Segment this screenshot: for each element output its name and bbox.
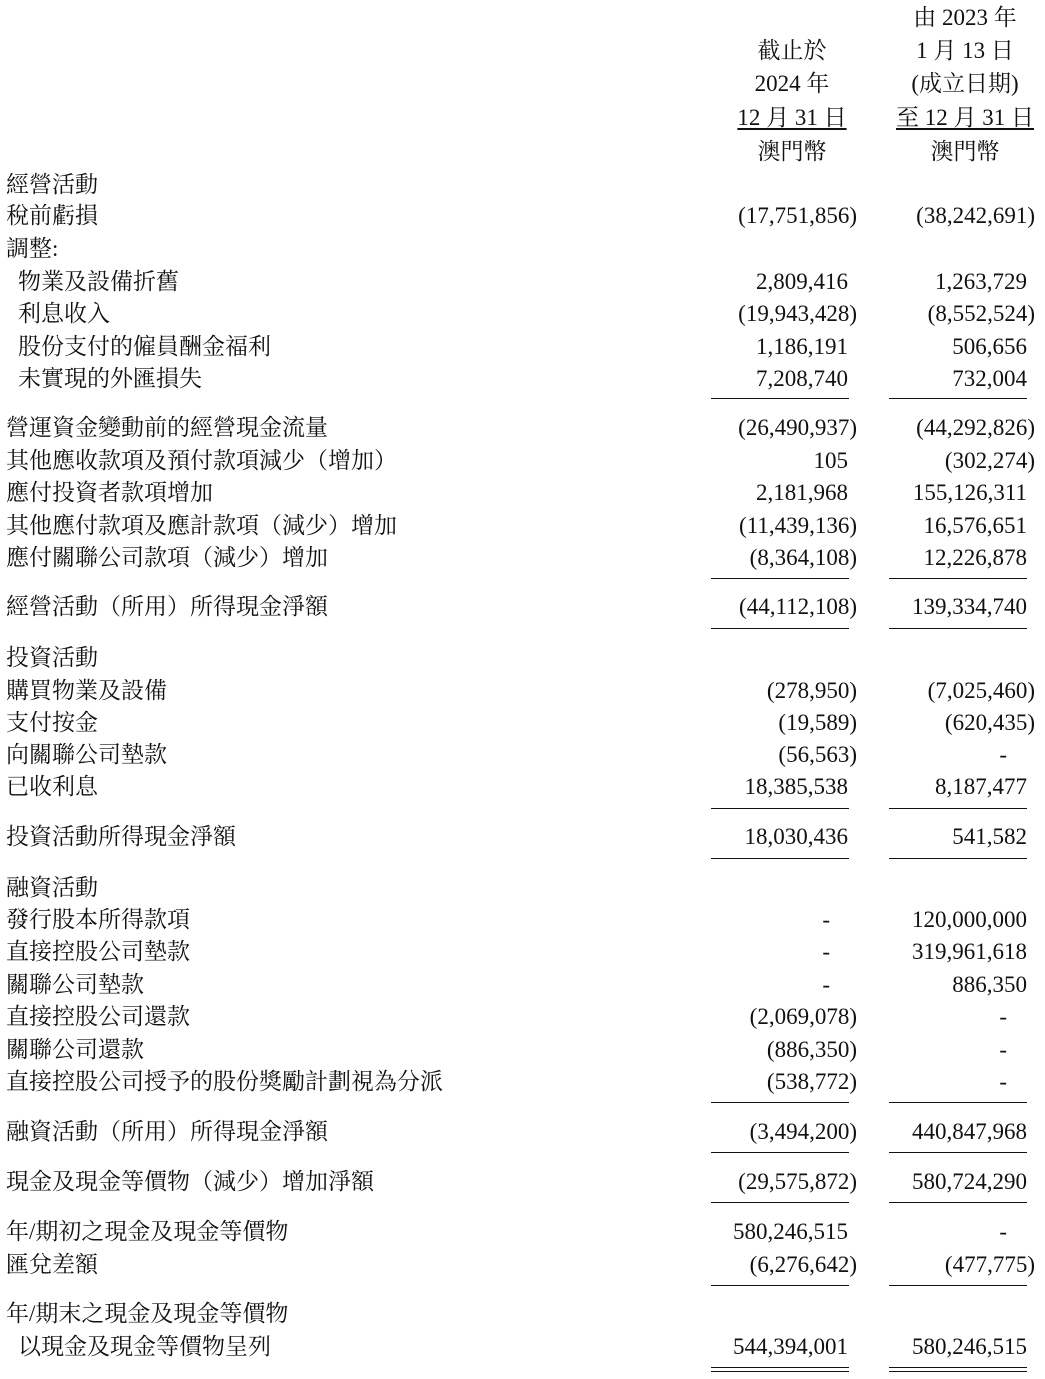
row-value-2023: 16,576,651 [923,513,1027,538]
col1-header-line1: 截止於 [757,38,827,63]
subtotal-label: 融資活動（所用）所得現金淨額 [6,1119,328,1144]
double-rule-top [711,1367,849,1368]
row-value-2023: - [999,1004,1007,1029]
total-rule [711,1202,849,1203]
row-value-2023: (7,025,460) [927,678,1035,703]
net-change-value-2024: (29,575,872) [738,1169,857,1194]
section-heading-financing: 融資活動 [6,875,98,900]
row-label: 支付按金 [6,710,98,735]
row-value-2024: 2,809,416 [756,269,848,294]
col1-currency: 澳門幣 [757,139,827,164]
row-value-2024: - [822,972,830,997]
row-value-2023: 120,000,000 [912,907,1027,932]
row-value-2024: 580,246,515 [733,1219,848,1244]
row-label: 年/期末之現金及現金等價物 [6,1301,289,1326]
row-label: 稅前虧損 [6,203,98,228]
row-value-2024: (26,490,937) [738,415,857,440]
row-label: 股份支付的僱員酬金福利 [18,334,271,359]
net-change-label: 現金及現金等價物（減少）增加淨額 [6,1169,374,1194]
total-rule [711,1152,849,1153]
col1-header-line2: 2024 年 [754,71,830,96]
col2-header-line1: 由 2023 年 [913,5,1017,30]
subtotal-rule [889,578,1027,579]
subtotal-rule [889,1285,1027,1286]
row-value-2023: 732,004 [952,366,1027,391]
subtotal-value-2024: (44,112,108) [739,594,857,619]
row-value-2023: - [999,1069,1007,1094]
subtotal-value-2024: (3,494,200) [749,1119,857,1144]
row-label: 其他應付款項及應計款項（減少）增加 [6,513,397,538]
subtotal-value-2024: 18,030,436 [744,824,848,849]
row-label: 向關聯公司墊款 [6,742,167,767]
row-label: 發行股本所得款項 [6,907,190,932]
row-label: 關聯公司還款 [6,1037,144,1062]
row-value-2023: 155,126,311 [912,480,1027,505]
col2-header-line4: 至 12 月 31 日 [896,105,1034,130]
subtotal-rule [889,1102,1027,1103]
total-rule [889,858,1027,859]
subtotal-rule [711,578,849,579]
section-heading-investing: 投資活動 [6,645,98,670]
col2-currency: 澳門幣 [930,139,1000,164]
row-value-2024: (17,751,856) [738,203,857,228]
row-value-2023: (38,242,691) [916,203,1035,228]
double-rule-bottom [711,1371,849,1372]
row-value-2024: 1,186,191 [756,334,848,359]
subtotal-rule [711,1102,849,1103]
row-label: 其他應收款項及預付款項減少（增加） [6,448,397,473]
row-value-2024: (11,439,136) [739,513,857,538]
row-value-2024: (19,589) [778,710,857,735]
row-label: 已收利息 [6,774,98,799]
row-value-2023: (477,775) [944,1252,1035,1277]
total-rule [711,628,849,629]
row-value-2023: 886,350 [952,972,1027,997]
row-value-2023: (302,274) [944,448,1035,473]
row-value-2023: 319,961,618 [912,939,1027,964]
row-value-2024: (278,950) [766,678,857,703]
subtotal-label: 投資活動所得現金淨額 [6,824,236,849]
row-value-2023: - [999,1219,1007,1244]
row-value-2024: (538,772) [766,1069,857,1094]
row-value-2023: - [999,742,1007,767]
subtotal-label: 經營活動（所用）所得現金淨額 [6,594,328,619]
subtotal-value-2023: 440,847,968 [912,1119,1027,1144]
section-heading-operating: 經營活動 [6,172,98,197]
row-value-2024: (56,563) [778,742,857,767]
row-label: 應付投資者款項增加 [6,480,213,505]
row-label: 關聯公司墊款 [6,972,144,997]
subtotal-rule [889,808,1027,809]
row-value-2024: (8,364,108) [749,545,857,570]
row-value-2023: (620,435) [944,710,1035,735]
total-rule [889,1202,1027,1203]
row-value-2023: (44,292,826) [916,415,1035,440]
subtotal-value-2023: 139,334,740 [912,594,1027,619]
row-label: 直接控股公司授予的股份獎勵計劃視為分派 [6,1069,443,1094]
closing-balance-value-2024: 544,394,001 [733,1334,848,1359]
row-label: 直接控股公司墊款 [6,939,190,964]
row-value-2024: (886,350) [766,1037,857,1062]
row-label: 應付關聯公司款項（減少）增加 [6,545,328,570]
col1-header-line3: 12 月 31 日 [737,105,847,130]
row-value-2024: 7,208,740 [756,366,848,391]
subtotal-value-2023: 541,582 [952,824,1027,849]
row-value-2023: - [999,1037,1007,1062]
row-value-2024: - [822,907,830,932]
total-rule [889,1152,1027,1153]
row-label: 物業及設備折舊 [18,269,179,294]
total-rule [889,628,1027,629]
net-change-value-2023: 580,724,290 [912,1169,1027,1194]
row-label: 未實現的外匯損失 [18,366,202,391]
double-rule-top [889,1367,1027,1368]
subtotal-rule [889,398,1027,399]
closing-balance-value-2023: 580,246,515 [912,1334,1027,1359]
row-value-2023: 506,656 [952,334,1027,359]
row-label: 直接控股公司還款 [6,1004,190,1029]
row-label: 營運資金變動前的經營現金流量 [6,415,328,440]
total-rule [711,858,849,859]
closing-balance-label: 以現金及現金等價物呈列 [18,1334,271,1359]
row-value-2024: - [822,939,830,964]
col2-header-line2: 1 月 13 日 [916,38,1014,63]
row-value-2024: 105 [813,448,848,473]
row-value-2023: 1,263,729 [935,269,1027,294]
row-label: 購買物業及設備 [6,678,167,703]
subtotal-rule [711,398,849,399]
row-value-2024: (19,943,428) [738,301,857,326]
row-value-2024: (2,069,078) [749,1004,857,1029]
row-label: 調整: [6,236,59,261]
row-label: 利息收入 [18,301,110,326]
row-value-2024: 2,181,968 [756,480,848,505]
row-value-2023: 8,187,477 [935,774,1027,799]
row-value-2024: (6,276,642) [749,1252,857,1277]
row-value-2023: (8,552,524) [927,301,1035,326]
row-value-2024: 18,385,538 [744,774,848,799]
row-value-2023: 12,226,878 [923,545,1027,570]
subtotal-rule [711,1285,849,1286]
row-label: 匯兌差額 [6,1252,98,1277]
row-label: 年/期初之現金及現金等價物 [6,1219,289,1244]
subtotal-rule [711,808,849,809]
col2-header-line3: (成立日期) [911,71,1019,96]
double-rule-bottom [889,1371,1027,1372]
